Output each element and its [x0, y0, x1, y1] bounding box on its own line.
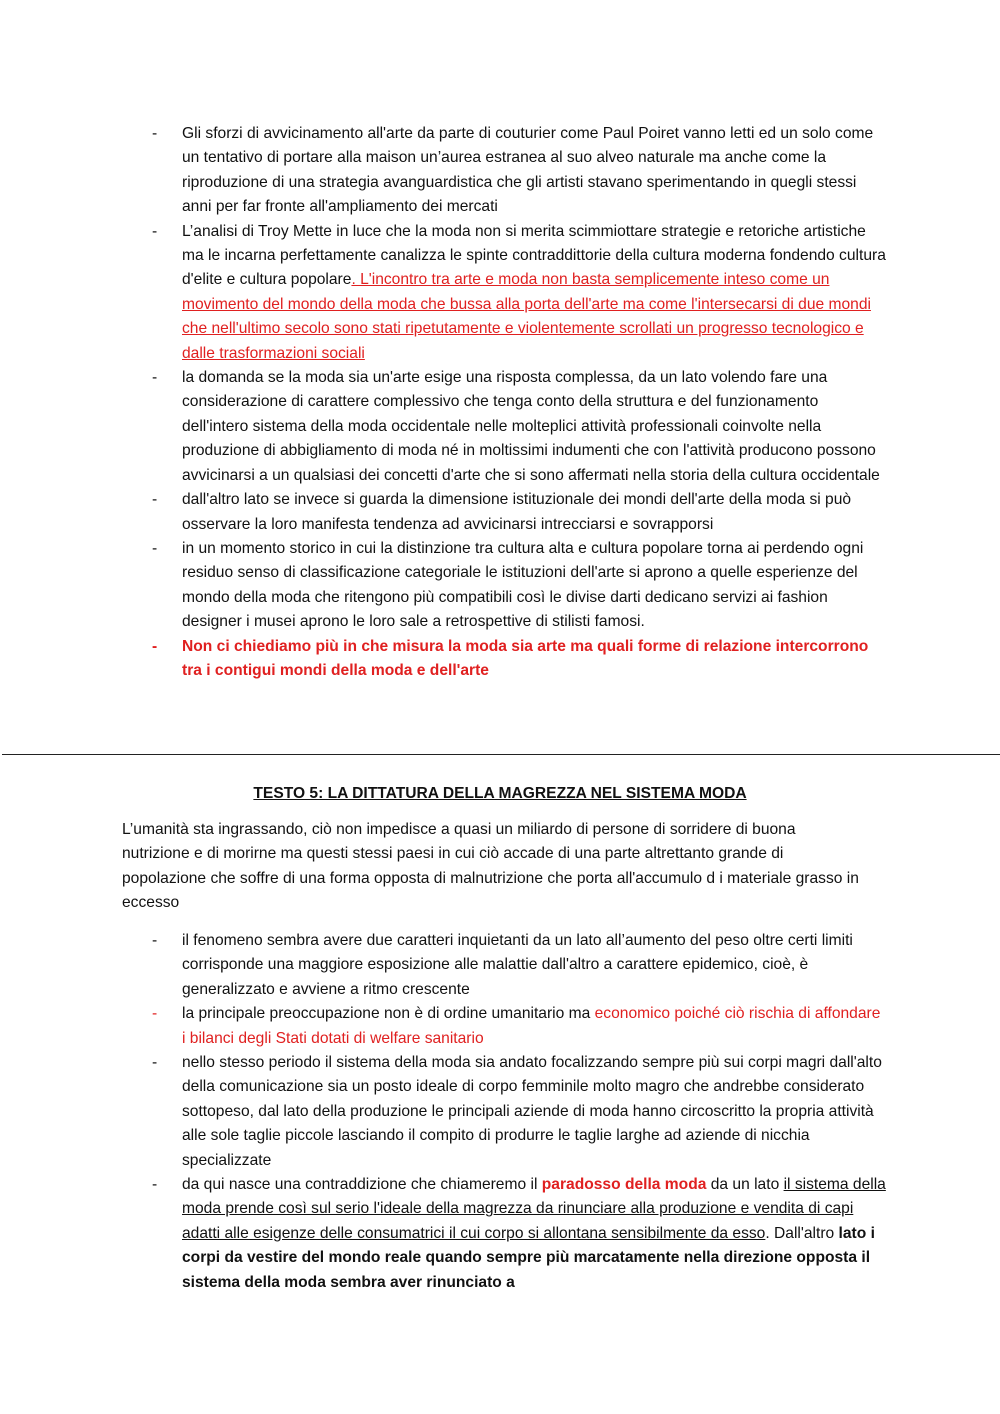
bullet-dash: -	[152, 539, 158, 557]
bullet-dash: -	[152, 369, 158, 387]
list-item	[152, 366, 887, 488]
bullet-dash: -	[152, 932, 158, 949]
highlighted-term: paradosso della moda	[541, 1176, 707, 1194]
list-item	[152, 1173, 887, 1295]
bullet-dash: -	[152, 1005, 158, 1023]
list-item	[152, 220, 887, 366]
list-item	[152, 1051, 887, 1173]
list-item-text: la principale preoccupazione non è di ordine umanitario ma	[182, 1005, 595, 1023]
bullet-dash: -	[152, 637, 158, 655]
list-item	[152, 122, 887, 220]
list-item-text: da un lato	[706, 1176, 784, 1194]
highlighted-red-text: economico poiché ciò rischia di affondare i bilanci degli Stati dotati di welfare sanitario	[182, 1005, 881, 1047]
bullet-dash: -	[152, 222, 158, 240]
list-item-text: L’analisi di Troy Mette in luce che la moda non si merita scimmiottare strategie e retoriche artistiche ma le incarna perfettamente canalizza le spinte contraddittorie della cultura moderna fondendo cultura d'elite e cultura popolare	[182, 222, 886, 289]
list-item-text: da qui nasce una contraddizione che chiameremo il	[182, 1176, 542, 1194]
list-item-text: Non ci chiediamo più in che misura la moda sia arte ma quali forme di relazione intercorrono tra i contigui mondi della moda e dell'arte	[182, 637, 869, 679]
bullet-list-arte-moda	[152, 122, 887, 683]
list-item	[152, 537, 887, 635]
list-item-text: in un momento storico in cui la distinzione tra cultura alta e cultura popolare torna ai perdendo ogni residuo senso di classificazione categoriale le istituzioni dell'arte si aprono a quelle esperienze del mondo della moda che ritengono più compatibili così le divise darti dedicano servizi ai fashion designer i musei aprono le loro sale a retrospettive di stilisti famosi.	[182, 539, 864, 631]
list-item	[152, 488, 887, 537]
highlighted-red-text: . L'incontro tra arte e moda non basta semplicemente inteso come un movimento del mondo della moda che bussa alla porta dell'arte ma come l'intersecarsi di due mondi che nell'ultimo secolo sono stati ripetutamente e violentemente scrollati un progresso tecnologico e dalle trasformazioni sociali	[182, 271, 871, 362]
list-item-highlight	[152, 635, 887, 684]
list-item	[152, 929, 887, 1002]
list-item-text: . Dall'altro	[765, 1224, 839, 1242]
section-title	[0, 782, 1000, 806]
bold-text: lato i corpi da vestire del mondo reale quando sempre più marcatamente nella direzione opposta il sistema della moda sembra aver rinunciato a	[182, 1224, 875, 1291]
bullet-dash: -	[152, 1176, 158, 1194]
list-item-text: la domanda se la moda sia un'arte esige una risposta complessa, da un lato volendo fare una considerazione di carattere complessivo che tenga conto della struttura e del funzionamento dell'intero sistema della moda occidentale nelle molteplici attività professionali coinvolte nella produzione di abbigliamento di moda né in moltissimi indumenti che con l'attività producono possono avvicinarsi a un qualsiasi dei concetti d'arte che si sono affermati nella storia della cultura occidentale	[182, 369, 880, 484]
intro-paragraph: L’umanità sta ingrassando, ciò non impedisce a quasi un miliardo di persone di sorridere di buona nutrizione e di morirne ma questi stessi paesi in cui ciò accade di una parte altrettanto grande di popolazione che soffre di una forma opposta di malnutrizione che porta all'accumulo d i materiale grasso in eccesso	[122, 821, 859, 912]
list-item-text: dall'altro lato se invece si guarda la dimensione istituzionale dei mondi dell'arte della moda si può osservare la loro manifesta tendenza ad avvicinarsi intrecciarsi e sovrapporsi	[182, 491, 852, 533]
section-divider	[2, 754, 1000, 755]
list-item-text: nello stesso periodo il sistema della moda sia andato focalizzando sempre più sui corpi magri dall'alto della comunicazione sia un posto ideale di corpo femminile molto magro che andrebbe considerato sottopeso, dal lato della produzione le principali aziende di moda hanno circoscritto la propria attività alle sole taglie piccole lasciando il compito di produrre le taglie larghe ad aziende di nicchia specializzate	[182, 1054, 882, 1169]
bullet-list-magrezza	[152, 929, 887, 1295]
list-item	[152, 1002, 887, 1051]
list-item-text: il fenomeno sembra avere due caratteri inquietanti da un lato all’aumento del peso oltre certi limiti corrisponde una maggiore esposizione alle malattie dall'altro a carattere epidemico, cioè, è generalizzato e avviene a ritmo crescente	[182, 932, 853, 998]
bullet-dash: -	[152, 1054, 158, 1072]
underlined-text: il sistema della moda prende così sul serio l'ideale della magrezza da rinunciare alla produzione e vendita di capi adatti alle esigenze delle consumatrici il cui corpo si allontana sensibilmente da esso	[182, 1176, 886, 1242]
bullet-dash: -	[152, 125, 158, 142]
bullet-dash: -	[152, 491, 158, 509]
list-item-text: Gli sforzi di avvicinamento all'arte da parte di couturier come Paul Poiret vanno letti ed un solo come un tentativo di portare alla maison un’aurea estranea al suo alveo naturale ma anche come la riproduzione di una strategia avanguardistica che gli artisti stavano sperimentando in quegli stessi anni per far fronte all'ampliamento dei mercati	[182, 125, 874, 216]
section-title-text: TESTO 5: LA DITTATURA DELLA MAGREZZA NEL SISTEMA MODA	[253, 785, 747, 802]
